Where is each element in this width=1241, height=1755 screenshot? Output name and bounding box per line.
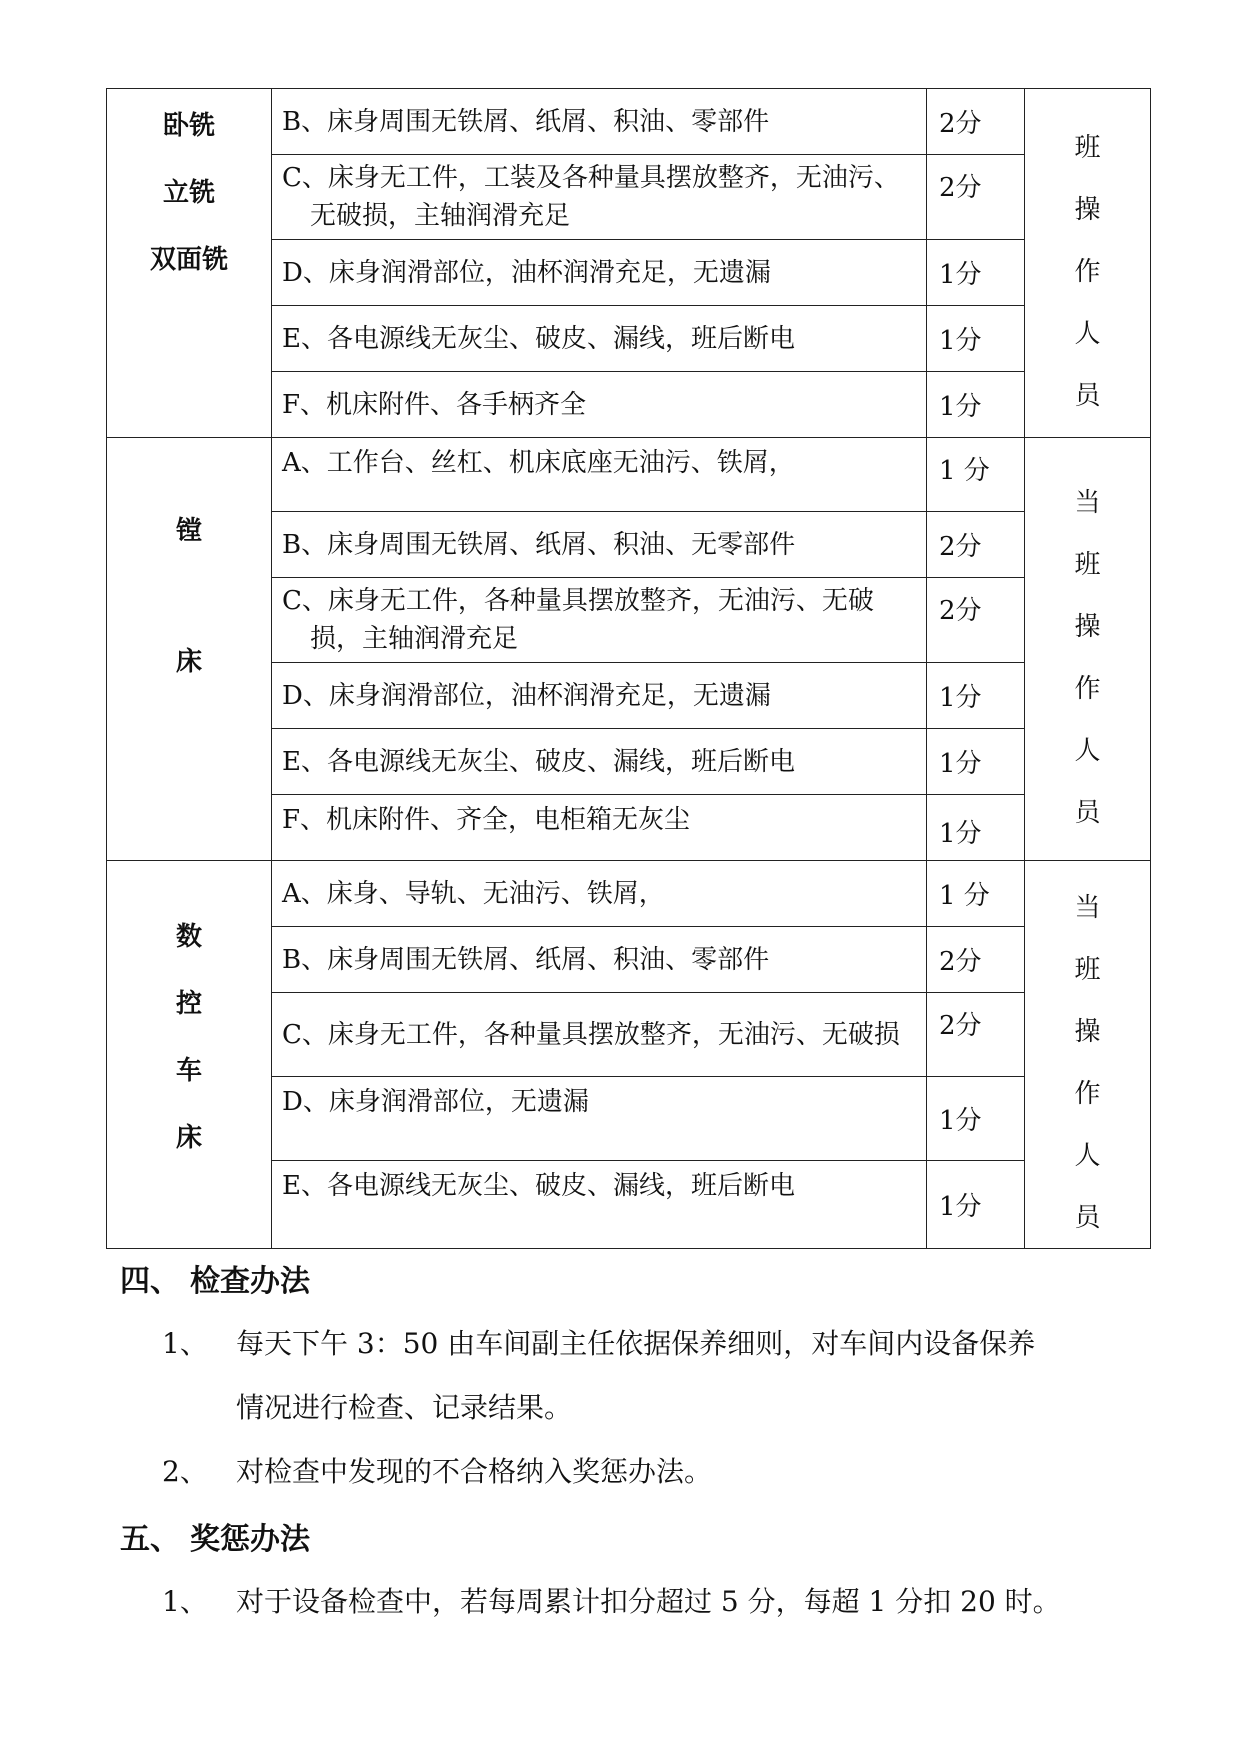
machine-type-cell <box>107 438 272 861</box>
machine-name-line: 控 <box>175 988 202 1019</box>
score-cell: 1分 <box>927 1077 1025 1161</box>
check-item: E、各电源线无灰尘、破皮、漏线，班后断电 <box>272 729 927 795</box>
responsible-char: 人 <box>1074 318 1101 349</box>
section-title: 奖惩办法 <box>190 1522 310 1557</box>
check-item: E、各电源线无灰尘、破皮、漏线，班后断电 <box>272 306 927 372</box>
responsible-char: 操 <box>1074 611 1101 642</box>
item-text: 对检查中发现的不合格纳入奖惩办法。 <box>236 1455 713 1488</box>
check-item: A、工作台、丝杠、机床底座无油污、铁屑， <box>272 438 927 512</box>
table-row <box>107 89 1151 155</box>
check-item: B、床身周围无铁屑、纸屑、积油、无零部件 <box>272 512 927 578</box>
check-item: E、各电源线无灰尘、破皮、漏线，班后断电 <box>272 1161 927 1249</box>
score-cell: 2分 <box>927 927 1025 993</box>
section-number: 四、 <box>120 1264 180 1299</box>
check-item: F、机床附件、齐全，电柜箱无灰尘 <box>272 795 927 861</box>
responsible-char: 人 <box>1074 735 1101 766</box>
machine-name-line: 卧铣 <box>162 111 215 141</box>
item-text: 每天下午 3：50 由车间副主任依据保养细则，对车间内设备保养 <box>236 1327 1036 1360</box>
table-row <box>107 861 1151 927</box>
inspection-item-1 <box>162 1322 1035 1362</box>
section-heading-inspection <box>120 1256 310 1300</box>
inspection-item-2 <box>162 1450 712 1490</box>
responsible-char: 作 <box>1074 673 1101 704</box>
responsible-char: 人 <box>1074 1141 1101 1171</box>
score-cell: 2分 <box>927 993 1025 1077</box>
machine-type-cell <box>107 861 272 1249</box>
check-item: C、床身无工件，各种量具摆放整齐，无油污、无破损，主轴润滑充足 <box>272 578 927 663</box>
item-index: 2、 <box>162 1455 208 1488</box>
check-item: B、床身周围无铁屑、纸屑、积油、零部件 <box>272 89 927 155</box>
score-cell: 1分 <box>927 1161 1025 1249</box>
responsible-char: 作 <box>1074 1079 1101 1109</box>
check-item: D、床身润滑部位，油杯润滑充足，无遗漏 <box>272 240 927 306</box>
check-item: C、床身无工件，各种量具摆放整齐，无油污、无破损 <box>272 993 927 1077</box>
item-index: 1、 <box>162 1327 208 1360</box>
item-text: 对于设备检查中，若每周累计扣分超过 5 分，每超 1 分扣 20 时。 <box>236 1585 1061 1618</box>
responsible-char: 操 <box>1074 1017 1101 1047</box>
maintenance-standards-table <box>106 88 1151 1249</box>
item-index: 1、 <box>162 1585 208 1618</box>
score-cell: 2分 <box>927 155 1025 240</box>
score-cell: 1分 <box>927 306 1025 372</box>
machine-name-line: 双面铣 <box>149 245 228 275</box>
score-cell: 2分 <box>927 512 1025 578</box>
section-heading-rewards <box>120 1514 310 1558</box>
score-cell: 2分 <box>927 578 1025 663</box>
responsible-char: 员 <box>1074 380 1101 411</box>
check-item: B、床身周围无铁屑、纸屑、积油、零部件 <box>272 927 927 993</box>
responsible-char: 班 <box>1074 549 1101 580</box>
score-cell: 1 分 <box>927 861 1025 927</box>
responsible-char: 班 <box>1074 955 1101 985</box>
table-row <box>107 438 1151 512</box>
machine-type-cell <box>107 89 272 438</box>
machine-name-line: 床 <box>175 1122 202 1153</box>
rewards-item-1 <box>162 1580 1061 1620</box>
check-item: A、床身、导轨、无油污、铁屑， <box>272 861 927 927</box>
score-cell: 1分 <box>927 240 1025 306</box>
score-cell: 1 分 <box>927 438 1025 512</box>
responsible-cell <box>1025 438 1151 861</box>
score-cell: 1分 <box>927 372 1025 438</box>
score-cell: 1分 <box>927 729 1025 795</box>
machine-name-line: 立铣 <box>162 178 215 208</box>
responsible-char: 员 <box>1074 1203 1101 1233</box>
section-number: 五、 <box>120 1522 180 1557</box>
check-item: C、床身无工件，工装及各种量具摆放整齐，无油污、无破损，主轴润滑充足 <box>272 155 927 240</box>
responsible-char: 操 <box>1074 194 1101 225</box>
responsible-char: 班 <box>1074 132 1101 163</box>
inspection-item-1-continued: 情况进行检查、记录结果。 <box>236 1391 573 1424</box>
machine-name-line: 数 <box>175 921 202 952</box>
responsible-cell <box>1025 861 1151 1249</box>
check-item: F、机床附件、各手柄齐全 <box>272 372 927 438</box>
machine-name-line: 车 <box>175 1055 202 1086</box>
score-cell: 1分 <box>927 663 1025 729</box>
check-item: D、床身润滑部位，油杯润滑充足，无遗漏 <box>272 663 927 729</box>
responsible-cell <box>1025 89 1151 438</box>
machine-name-line: 镗 <box>175 516 202 546</box>
responsible-char: 作 <box>1074 256 1101 287</box>
score-cell: 2分 <box>927 89 1025 155</box>
responsible-char: 当 <box>1074 893 1101 923</box>
check-item: D、床身润滑部位，无遗漏 <box>272 1077 927 1161</box>
score-cell: 1分 <box>927 795 1025 861</box>
section-title: 检查办法 <box>190 1264 310 1299</box>
machine-name-line: 床 <box>175 647 202 677</box>
responsible-char: 当 <box>1074 487 1101 518</box>
responsible-char: 员 <box>1074 797 1101 828</box>
